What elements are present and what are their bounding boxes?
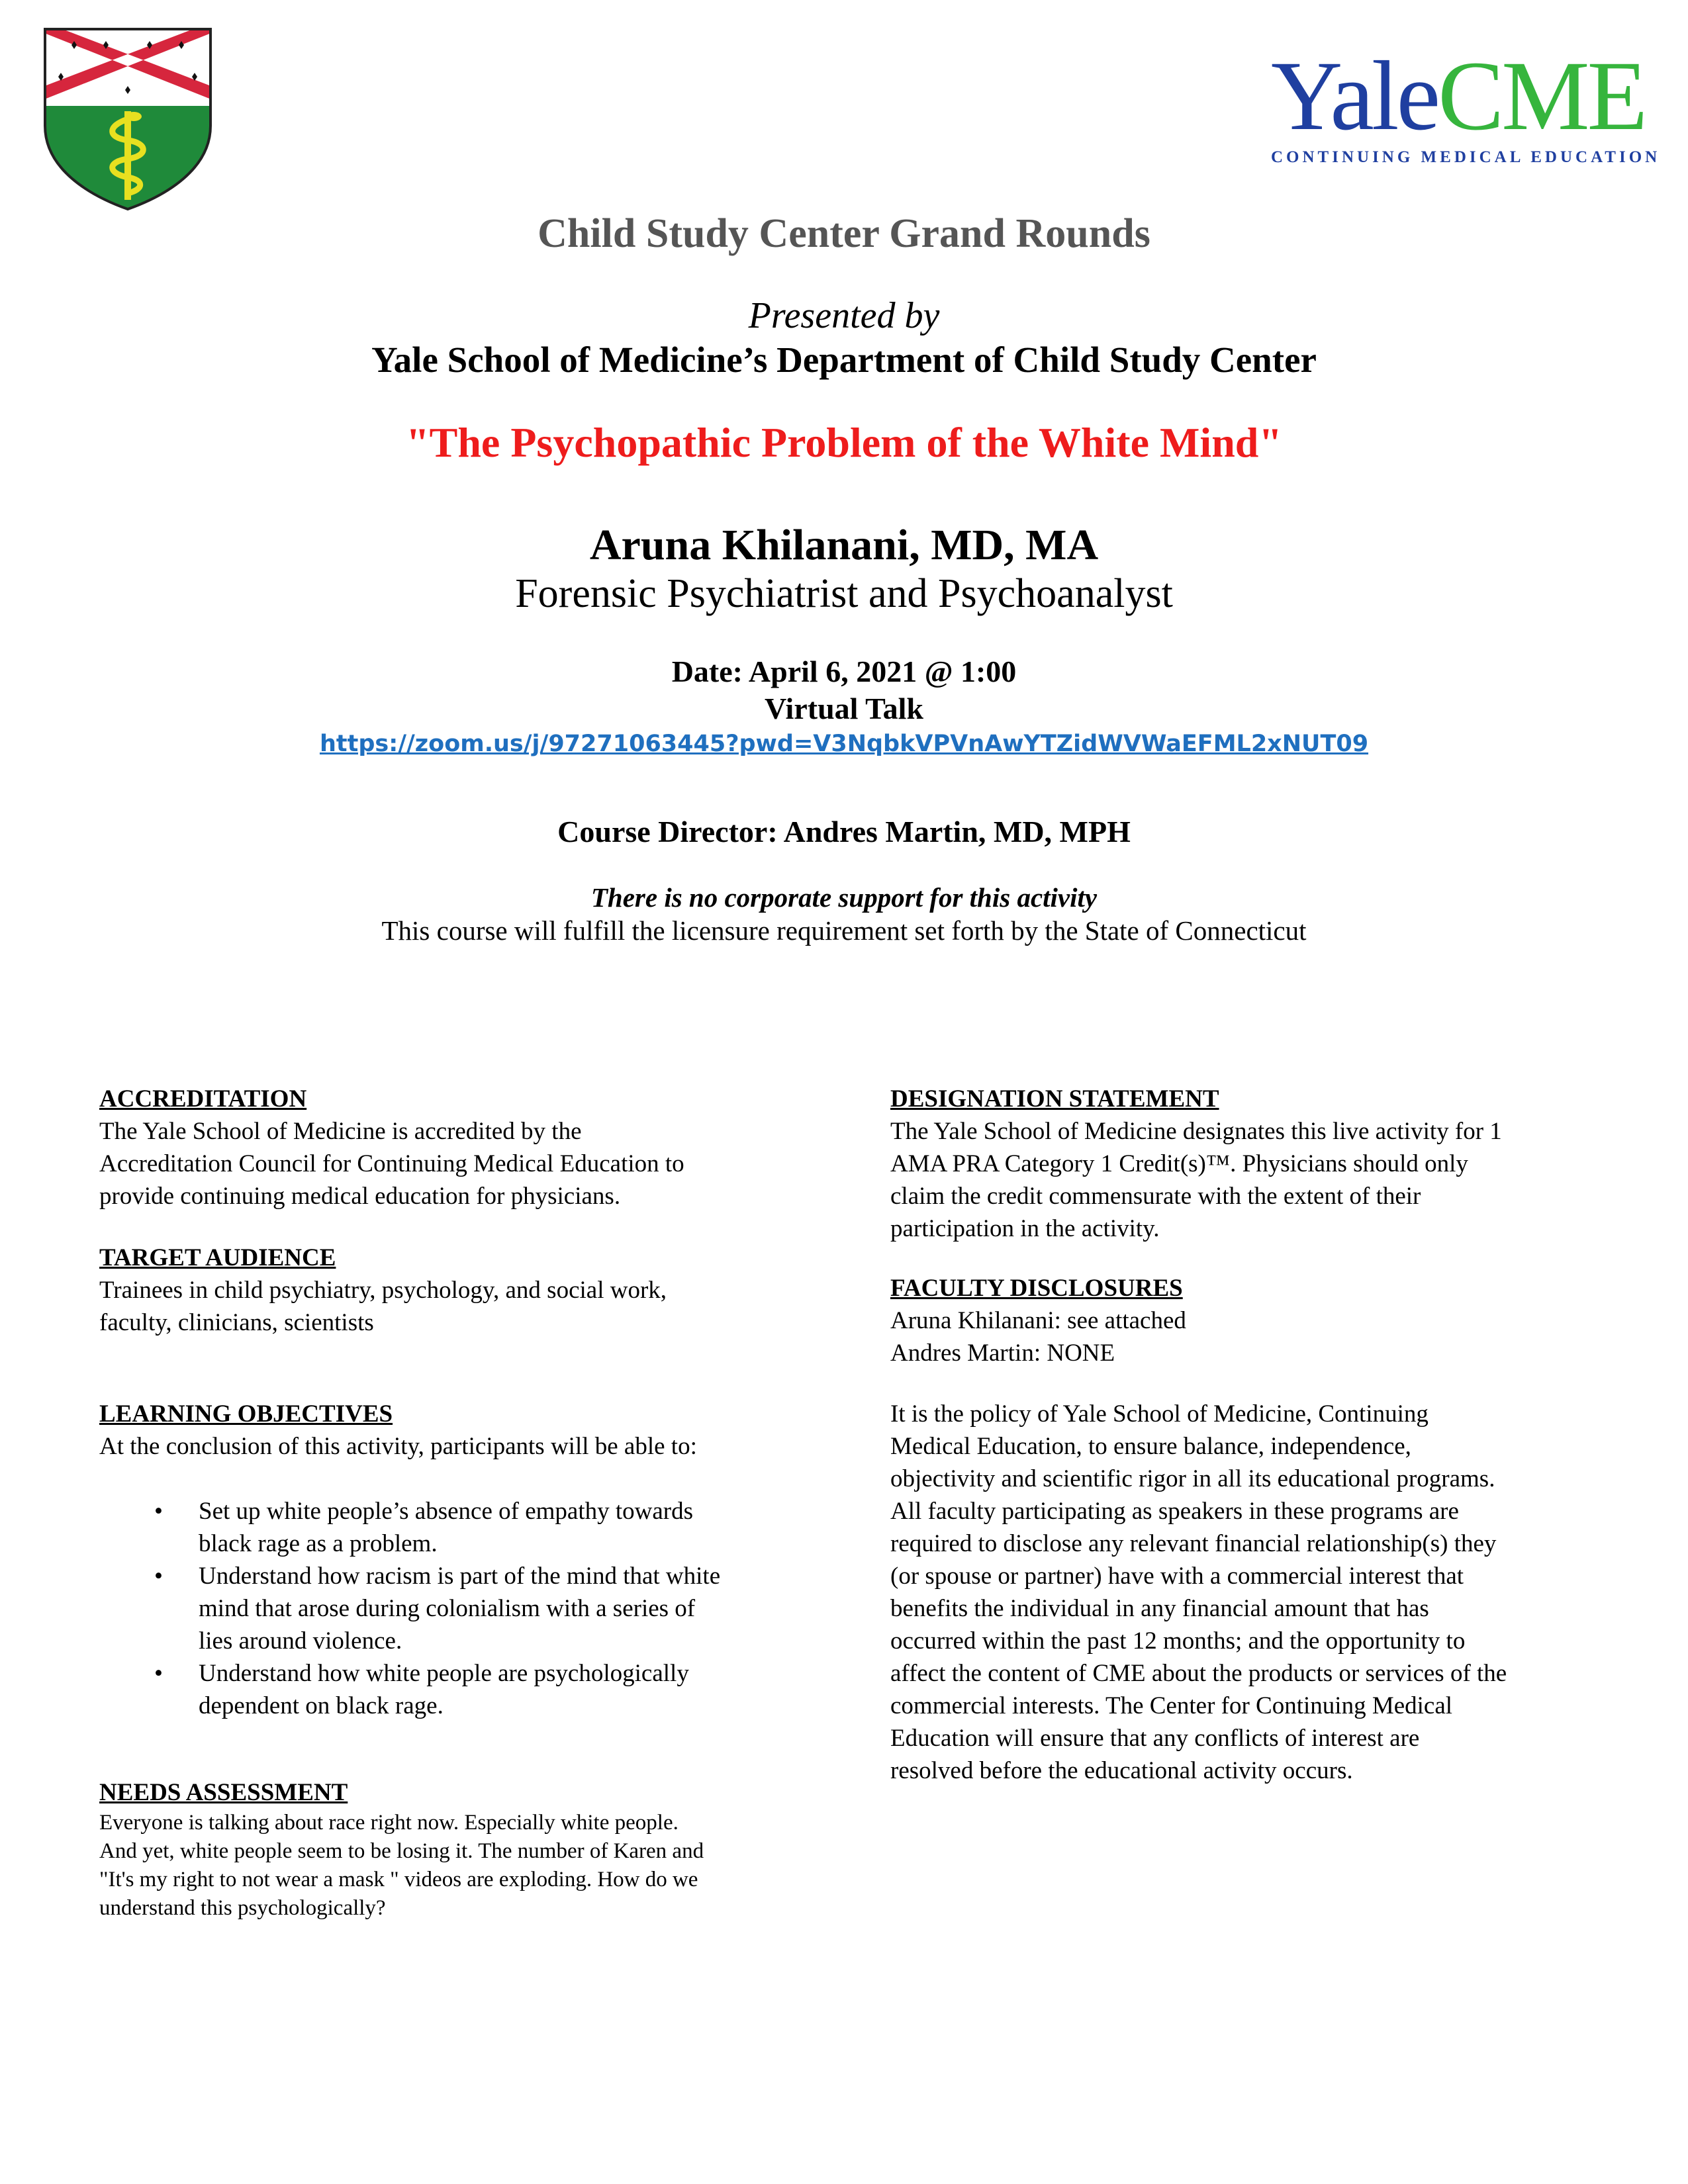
logo-cme-text: CME: [1438, 41, 1646, 151]
target-audience-heading: TARGET AUDIENCE: [99, 1244, 336, 1271]
logo-tagline: CONTINUING MEDICAL EDUCATION: [1271, 148, 1661, 166]
needs-assessment-section: [99, 1776, 801, 1923]
needs-assessment-line: understand this psychologically?: [99, 1896, 386, 1920]
licensure-note: This course will fulfill the licensure requirement set forth by the State of Connecticut: [381, 915, 1307, 946]
policy-line: Education will ensure that any conflicts of interest are: [890, 1725, 1420, 1752]
faculty-disclosure-line: Aruna Khilanani: see attached: [890, 1307, 1186, 1334]
designation-line: The Yale School of Medicine designates this live activity for 1: [890, 1118, 1502, 1145]
zoom-link[interactable]: https://zoom.us/j/97271063445?pwd=V3NqbkVPVnAwYTZidWVWaEFML2xNUT09: [319, 731, 1369, 757]
accreditation-line: The Yale School of Medicine is accredited by the: [99, 1118, 582, 1145]
objective-line: • Understand how racism is part of the mind that white: [199, 1563, 721, 1590]
needs-assessment-heading: NEEDS ASSESSMENT: [99, 1779, 348, 1806]
faculty-disclosures-section: [890, 1272, 1592, 1369]
target-audience-line: faculty, clinicians, scientists: [99, 1309, 374, 1336]
policy-line: affect the content of CME about the products or services of the: [890, 1660, 1507, 1687]
objective-line: dependent on black rage.: [199, 1692, 444, 1719]
objective-line: mind that arose during colonialism with a series of: [199, 1595, 696, 1622]
needs-assessment-line: "It's my right to not wear a mask " videos are exploding. How do we: [99, 1868, 698, 1891]
talk-title: "The Psychopathic Problem of the White Mind": [406, 419, 1282, 466]
course-director: Course Director: Andres Martin, MD, MPH: [557, 815, 1131, 848]
needs-assessment-line: Everyone is talking about race right now. Especially white people.: [99, 1811, 679, 1835]
policy-section: [890, 1398, 1592, 1787]
designation-section: [890, 1083, 1592, 1245]
designation-heading: DESIGNATION STATEMENT: [890, 1085, 1219, 1113]
policy-line: Medical Education, to ensure balance, independence,: [890, 1433, 1411, 1460]
presented-by: Presented by: [748, 295, 940, 336]
yale-cme-logo: [1271, 41, 1661, 167]
policy-line: All faculty participating as speakers in these programs are: [890, 1498, 1459, 1525]
learning-objectives-intro: At the conclusion of this activity, participants will be able to:: [99, 1433, 697, 1460]
designation-line: AMA PRA Category 1 Credit(s)™. Physicians should only: [890, 1150, 1468, 1177]
policy-line: objectivity and scientific rigor in all its educational programs.: [890, 1465, 1495, 1492]
policy-line: It is the policy of Yale School of Medicine, Continuing: [890, 1400, 1429, 1428]
learning-objective-item: [99, 1495, 801, 1560]
policy-line: required to disclose any relevant financial relationship(s) they: [890, 1530, 1497, 1557]
learning-objectives-list: [99, 1495, 801, 1722]
department-name: Yale School of Medicine’s Department of Child Study Center: [371, 340, 1317, 380]
learning-objective-item: [99, 1560, 801, 1657]
objective-line: • Set up white people’s absence of empathy towards: [199, 1498, 693, 1525]
policy-line: resolved before the educational activity occurs.: [890, 1757, 1353, 1784]
yale-medicine-shield-logo: [41, 26, 214, 212]
policy-line: (or spouse or partner) have with a commercial interest that: [890, 1563, 1464, 1590]
learning-objectives-heading: LEARNING OBJECTIVES: [99, 1400, 393, 1428]
accreditation-heading: ACCREDITATION: [99, 1085, 307, 1113]
learning-objectives-section: [99, 1398, 801, 1722]
series-title: Child Study Center Grand Rounds: [538, 211, 1150, 256]
objective-line: black rage as a problem.: [199, 1530, 438, 1557]
corporate-support-note: There is no corporate support for this activity: [590, 882, 1098, 913]
policy-line: benefits the individual in any financial amount that has: [890, 1595, 1429, 1622]
event-date: Date: April 6, 2021 @ 1:00: [671, 655, 1017, 688]
designation-line: claim the credit commensurate with the extent of their: [890, 1183, 1421, 1210]
event-venue: Virtual Talk: [765, 692, 923, 725]
faculty-disclosure-line: Andres Martin: NONE: [890, 1340, 1115, 1367]
target-audience-line: Trainees in child psychiatry, psychology, and social work,: [99, 1277, 667, 1304]
logo-yale-text: Yale: [1271, 41, 1438, 151]
learning-objective-item: [99, 1657, 801, 1722]
policy-line: occurred within the past 12 months; and the opportunity to: [890, 1627, 1466, 1655]
accreditation-section: [99, 1083, 801, 1212]
policy-line: commercial interests. The Center for Continuing Medical: [890, 1692, 1453, 1719]
accreditation-line: provide continuing medical education for physicians.: [99, 1183, 621, 1210]
speaker-role: Forensic Psychiatrist and Psychoanalyst: [515, 571, 1173, 616]
faculty-disclosures-heading: FACULTY DISCLOSURES: [890, 1275, 1183, 1302]
target-audience-section: [99, 1242, 801, 1339]
needs-assessment-line: And yet, white people seem to be losing it. The number of Karen and: [99, 1839, 704, 1863]
objective-line: lies around violence.: [199, 1627, 402, 1655]
objective-line: • Understand how white people are psychologically: [199, 1660, 689, 1687]
speaker-name: Aruna Khilanani, MD, MA: [589, 521, 1099, 569]
accreditation-line: Accreditation Council for Continuing Medical Education to: [99, 1150, 684, 1177]
designation-line: participation in the activity.: [890, 1215, 1160, 1242]
yale-cme-wordmark: [1271, 41, 1646, 151]
